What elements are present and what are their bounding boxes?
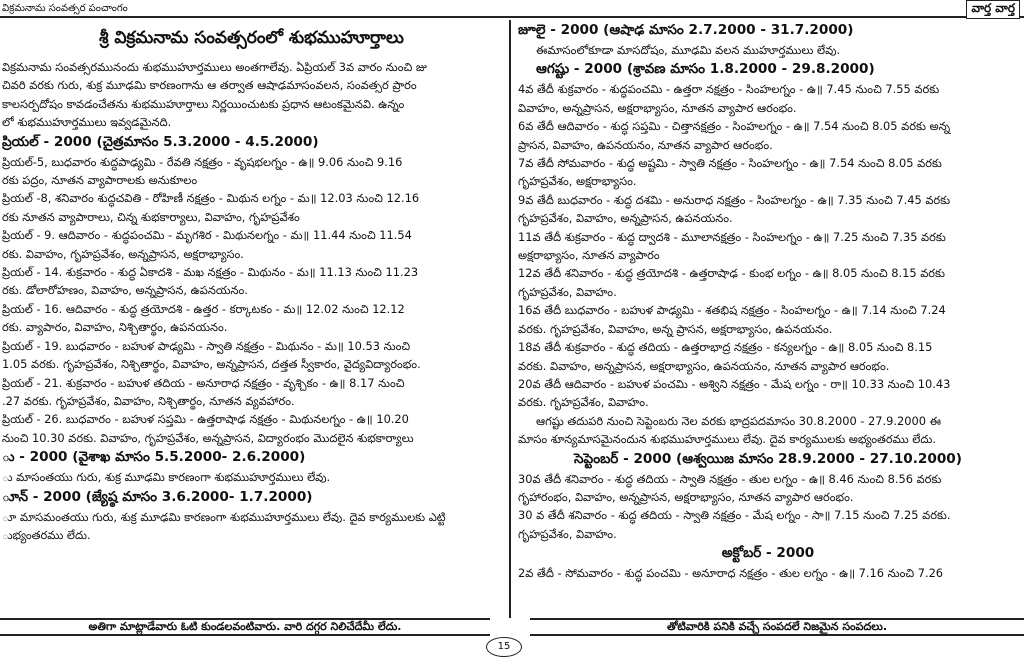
section-heading-august: ఆగష్టు - 2000 (శ్రావణ మాసం 1.8.2000 - 29.8.2000) bbox=[536, 61, 875, 78]
entry-line: ప్రియల్ - 19. బుధవారం - బహుళ పాఢ్యమి - స్వాతి నక్షత్రం - మిథునం - మ॥ 10.53 నుంచి bbox=[2, 338, 411, 353]
entry-line: ప్రియల్ - 21. శుక్రవారం - బహుళ తదియ - అనూరాధ నక్షత్రం - వృశ్చికం - ఉ॥ 8.17 నుంచి bbox=[2, 375, 405, 390]
right-column bbox=[514, 20, 1022, 616]
entry-line: వరకు. గృహప్రవేశం, వివాహం, అన్న ప్రాసన, అక్షరాభ్యాసం, ఉపనయనం. bbox=[518, 321, 833, 336]
entry-line: రకు పద్రం, నూతన వ్యాపారాలకు అనుకూలం bbox=[2, 173, 198, 188]
intro-paragraph bbox=[2, 58, 501, 132]
entry-line: రకు నూతన వ్యాపారాలు, చిన్న శుభకార్యాలు, వివాహం, గృహప్రవేశం bbox=[2, 209, 300, 224]
entry-line: ప్రియల్ - 26. బుధవారం - బహుళ సప్తమి - ఉత్తరాషాఢ నక్షత్రం - మిథునలగ్నం - ఉ॥ 10.20 bbox=[2, 412, 409, 427]
entry-line: ప్రియల్ - 16. ఆదివారం - శుద్ధ త్రయోదశి - ఉత్తర - కర్కాటకం - మ॥ 12.02 నుంచి 12.12 bbox=[2, 301, 405, 316]
entry-line: 1.05 వరకు. గృహప్రవేశం, నిశ్చితార్థం, వివాహం, అన్నప్రాసన, దత్తత స్వీకారం, వైద్యవిద్యారంభం. bbox=[2, 357, 421, 372]
section-heading-may: ు - 2000 (వైశాఖ మాసం 5.5.2000- 2.6.2000) bbox=[2, 449, 306, 466]
bhadrapada-note bbox=[518, 412, 1018, 449]
running-header bbox=[0, 0, 1024, 18]
intro-line: లో శుభముహూర్తములు ఇవ్వడమైనది. bbox=[2, 115, 172, 130]
entry-line: వివాహం, అన్నప్రాసన, అక్షరాభ్యాసం, నూతన వ్యాపార ఆరంభం. bbox=[518, 100, 797, 115]
page-number: 15 bbox=[486, 637, 522, 657]
entry-line: ప్రాసన, వివాహం, ఉపనయనం, నూతన వ్యాపార ఆరంభం. bbox=[518, 137, 773, 152]
entry-line: రకు. వివాహం, గృహప్రవేశం, అన్నప్రాసన, అక్షరాభ్యాసం. bbox=[2, 246, 244, 261]
entry-line: ప్రియల్-5, బుధవారం శుద్ధపాఢ్యమి - రేవతి నక్షత్రం - వృషభలగ్నం - ఉ॥ 9.06 నుంచి 9.16 bbox=[2, 154, 403, 169]
may-note: ు మాసంతయు గురు, శుక్ర మూఢమి కారణంగా శుభముహూర్తములు లేవు. bbox=[2, 470, 331, 485]
entry-line: ప్రియల్ - 9. ఆదివారం - శుద్ధపంచమి - మృగశిర - మిథునలగ్నం - మ॥ 11.44 నుంచి 11.54 bbox=[2, 228, 412, 243]
section-heading-september: సెప్టెంబర్ - 2000 (ఆశ్వయిజ మాసం 28.9.2000 - 27.10.2000) bbox=[574, 450, 962, 467]
section-heading-june: ూన్ - 2000 (జ్యేష్ఠ మాసం 3.6.2000- 1.7.2000) bbox=[2, 488, 313, 505]
entry-line: 20వ తేదీ ఆదివారం - బహుళ పంచమి - అశ్విని నక్షత్రం - మేష లగ్నం - రా॥ 10.33 నుంచి 10.43 bbox=[518, 376, 951, 391]
august-entries bbox=[518, 80, 1018, 411]
september-entries bbox=[518, 470, 1018, 544]
entry-line: అక్షరాభ్యాసం, నూతన వ్యాపారం bbox=[518, 248, 660, 263]
brand-logo: వార్త వార్త bbox=[966, 0, 1020, 19]
entry-line: ుభ్యంతరము లేదు. bbox=[2, 527, 91, 542]
entry-line: 30వ తేదీ శనివారం - శుద్ధ తదియ - స్వాతి నక్షత్రం - తుల లగ్నం - ఉ॥ 8.46 నుంచి 8.56 వరకు bbox=[518, 471, 942, 486]
entry-line: 18వ తేదీ శుక్రవారం - శుద్ధ తదియ - ఉత్తరాభాద్ర నక్షత్రం - కన్యలగ్నం - ఉ॥ 8.05 నుంచి 8.15 bbox=[518, 340, 933, 355]
running-header-title: విక్రమనామ సంవత్సర పంచాంగం bbox=[2, 3, 128, 14]
footer-quote-left-box bbox=[0, 618, 490, 636]
entry-line: రకు. డోలారోహణం, వివాహం, అన్నప్రాసన, ఉపనయనం. bbox=[2, 283, 248, 298]
entry-line: 7వ తేదీ సోమవారం - శుద్ధ అష్టమి - స్వాతి నక్షత్రం - సింహలగ్నం - ఉ॥ 7.54 నుంచి 8.05 వరకు bbox=[518, 156, 942, 171]
section-heading-april: ప్రియల్ - 2000 (చైత్రమాసం 5.3.2000 - 4.5.2000) bbox=[2, 133, 319, 150]
intro-line: చివరి వరకు గురు, శుక్ర మూఢమి కారణంగాను ఆ తర్వాత ఆషాఢమాసంవలన, సంవత్సర ప్రారం bbox=[2, 78, 417, 93]
entry-line: 2వ తేదీ - సోమవారం - శుద్ధ పంచమి - అనూరాధ నక్షత్రం - తుల లగ్నం - ఉ॥ 7.16 నుంచి 7.26 bbox=[518, 566, 944, 581]
section-heading-july: జూలై - 2000 (ఆషాఢ మాసం 2.7.2000 - 31.7.2000) bbox=[518, 22, 854, 38]
entry-line: ప్రియల్ -8, శనివారం శుద్ధచవితి - రోహిణీ నక్షత్రం - మిథున లగ్నం - మ॥ 12.03 నుంచి 12.16 bbox=[2, 191, 420, 206]
left-column bbox=[0, 20, 507, 616]
entry-line: వరకు. గృహప్రవేశం, వివాహం. bbox=[518, 395, 649, 410]
entry-line: రకు. వ్యాపారం, వివాహం, నిశ్చితార్థం, ఉపనయనం. bbox=[2, 320, 228, 335]
page-title: శ్రీ విక్రమనామ సంవత్సరంలో శుభముహూర్తాలు bbox=[99, 28, 404, 48]
entry-line: 11వ తేదీ శుక్రవారం - శుద్ధ ద్వాదశి - మూలానక్షత్రం - సింహలగ్నం - ఉ॥ 7.25 నుంచి 7.35 వరకు bbox=[518, 229, 946, 244]
entry-line: గృహప్రవేశం, వివాహం. bbox=[518, 526, 617, 541]
entry-line: 4వ తేదీ శుక్రవారం - శుద్ధపంచమి - ఉత్తరా నక్షత్రం - సింహలగ్నం - ఉ॥ 7.45 నుంచి 7.55 వరకు bbox=[518, 82, 940, 97]
entry-line: 9వ తేదీ బుధవారం - శుద్ధ దశమి - అనురాధ నక్షత్రం - సింహలగ్నం - ఉ॥ 7.35 నుంచి 7.45 వరకు bbox=[518, 192, 951, 207]
entry-line: 16వ తేదీ బుధవారం - బహుళ పాఢ్యమి - శతభిష నక్షత్రం - సింహలగ్నం - ఉ॥ 7.14 నుంచి 7.24 bbox=[518, 303, 946, 318]
entry-line: .27 వరకు. గృహప్రవేశం, వివాహం, నిశ్చితార్థం, నూతన వ్యవహారం. bbox=[2, 393, 295, 408]
july-note: ఈమాసంలోకూడా మాసదోషం, మూఢమి వలన ముహూర్తములు లేవు. bbox=[536, 43, 841, 57]
entry-line: మాసం శూన్యమాసమైనందున శుభముహూర్తములు లేవు. దైవ కార్యములకు అభ్యంతరము లేదు. bbox=[518, 432, 936, 447]
entry-line: గృహారంభం, వివాహం, అన్నప్రాసన, అక్షరాభ్యాసం, నూతన వ్యాపార ఆరంభం. bbox=[518, 489, 854, 504]
entry-line: 6వ తేదీ ఆదివారం - శుద్ధ సప్తమి - చిత్తానక్షత్రం - సింహలగ్నం - ఉ॥ 7.54 నుంచి 8.05 వరకు అన్న bbox=[518, 119, 951, 134]
entry-line: గృహప్రవేశం, వివాహం. bbox=[518, 284, 617, 299]
footer-quote-right-box bbox=[530, 618, 1024, 636]
column-divider bbox=[509, 20, 511, 618]
entry-line: గృహప్రవేశం, అక్షరాభ్యాసం. bbox=[518, 174, 637, 189]
footer-quote-right: తోటివారికి పనికి వచ్చే సంపదలే నిజమైన సంపదలు. bbox=[666, 620, 888, 633]
intro-line: కాలసర్పదోషం కావడంచేతను శుభముహూర్తాలు నిర్ణయించుటకు ప్రధాన ఆటంకమైనవి. ఉన్నం bbox=[2, 96, 405, 111]
entry-line: నుంచి 10.30 వరకు. వివాహం, గృహప్రవేశం, అన్నప్రాసన, విద్యారంభం మొదలైన శుభకార్యాలు bbox=[2, 430, 414, 445]
entry-line: 12వ తేదీ శనివారం - శుద్ధ త్రయోదశి - ఉత్తరాషాఢ - కుంభ లగ్నం - ఉ॥ 8.05 నుంచి 8.15 వరకు bbox=[518, 266, 945, 281]
entry-line: ప్రియల్ - 14. శుక్రవారం - శుద్ధ ఏకాదశి - మఖ నక్షత్రం - మిథునం - మ॥ 11.13 నుంచి 11.23 bbox=[2, 265, 419, 280]
april-entries bbox=[2, 153, 501, 448]
section-heading-october: అక్టోబర్ - 2000 bbox=[721, 545, 815, 562]
entry-line: గృహప్రవేశం, వివాహం, అన్నప్రాసన, ఉపనయనం. bbox=[518, 211, 733, 226]
entry-line: 30 వ తేదీ శనివారం - శుద్ధ తదియ - స్వాతి నక్షత్రం - మేష లగ్నం - సా॥ 7.15 నుంచి 7.25 వరకు. bbox=[518, 508, 951, 523]
entry-line: ఆగష్టు తదుపరి నుంచి సెప్టెంబరు నెల వరకు భాద్రపదమాసం 30.8.2000 - 27.9.2000 ఈ bbox=[536, 413, 941, 428]
entry-line: వరకు. వివాహం, అన్నప్రాసన, అక్షరాభ్యాసం, ఉపనయనం, నూతన వ్యాపార ఆరంభం. bbox=[518, 358, 890, 373]
entry-line: ూ మాసమంతయు గురు, శుక్ర మూఢమి కారణంగా శుభముహూర్తములు లేవు. దైవ కార్యములకు ఎట్టి bbox=[2, 509, 446, 524]
footer-quote-left: అతిగా మాట్లాడేవారు ఓటి కుండలవంటివారు. వారి దగ్గర నిలిచేదేమీ లేదు. bbox=[88, 620, 402, 633]
intro-line: విక్రమనామ సంవత్సరమునందు శుభముహూర్తములు అంతగాలేవు. ఏప్రియల్ 3వ వారం నుంచి జు bbox=[2, 60, 427, 74]
